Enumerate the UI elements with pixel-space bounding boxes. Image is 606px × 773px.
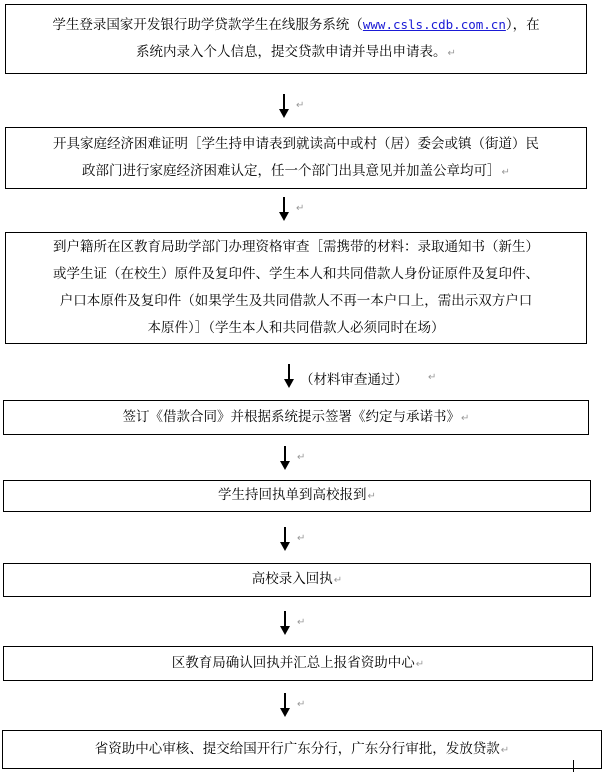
paragraph-mark-icon: ↵ [500,744,510,756]
step-7-text: 区教育局确认回执并汇总上报省资助中心↵ [171,654,425,671]
step-7-box [3,646,593,681]
step-8-text: 省资助中心审核、提交给国开行广东分行，广东分行审批，发放贷款↵ [94,740,510,757]
down-arrow-icon [278,197,290,221]
step-3-box [5,232,587,344]
paragraph-mark-icon: ↵ [367,491,376,502]
page-corner-mark [573,760,574,772]
paragraph-mark-icon: ↵ [297,617,306,628]
down-arrow-icon [279,527,291,551]
step-2-text: 开具家庭经济困难证明［学生持申请表到就读高中或村（居）委会或镇（街道）民 政部门进行家庭经济困难认定，任一个部门出具意见并加盖公章均可］↵ [53,135,539,179]
paragraph-mark-icon: ↵ [296,203,305,214]
paragraph-mark-icon: ↵ [428,372,437,383]
step-1-text: 学生登录国家开发银行助学贷款学生在线服务系统（www.csls.cdb.com.cn），在 系统内录入个人信息，提交贷款申请并导出申请表。↵ [52,17,540,60]
down-arrow-icon [283,364,295,388]
step-5-text: 学生持回执单到高校报到↵ [218,487,376,503]
down-arrow-icon [279,693,291,717]
step-6-box [3,563,591,597]
paragraph-mark-icon: ↵ [296,100,305,111]
paragraph-mark-icon: ↵ [415,658,425,670]
paragraph-mark-icon: ↵ [297,452,306,463]
down-arrow-icon [279,446,291,470]
down-arrow-icon [279,611,291,635]
step-8-box [2,730,602,769]
paragraph-mark-icon: ↵ [461,412,470,424]
paragraph-mark-icon: ↵ [297,699,306,710]
step-6-text: 高校录入回执↵ [251,571,343,587]
review-passed-note: （材料审查通过） [300,372,408,388]
paragraph-mark-icon: ↵ [501,166,510,178]
down-arrow-icon [278,94,290,118]
step-5-box [3,480,591,512]
paragraph-mark-icon: ↵ [333,575,343,586]
cdb-website-link[interactable]: www.csls.cdb.com.cn [362,17,506,32]
step-2-box [5,127,587,189]
paragraph-mark-icon: ↵ [447,48,456,59]
step-1-box [5,4,587,74]
step-4-box [3,400,589,435]
step-4-text: 签订《借款合同》并根据系统提示签署《约定与承诺书》↵ [122,408,470,425]
paragraph-mark-icon: ↵ [297,533,306,544]
step-3-text: 到户籍所在区教育局助学部门办理资格审查［需携带的材料：录取通知书（新生） 或学生证（在校生）原件及复印件、学生本人和共同借款人身份证原件及复印件、 户口本原件及复印件（如果学生及共同借款人不再一本户口上，需出示双方户口 本原件）］（学生本人和共同借款人必须同时在场） [53,239,539,336]
